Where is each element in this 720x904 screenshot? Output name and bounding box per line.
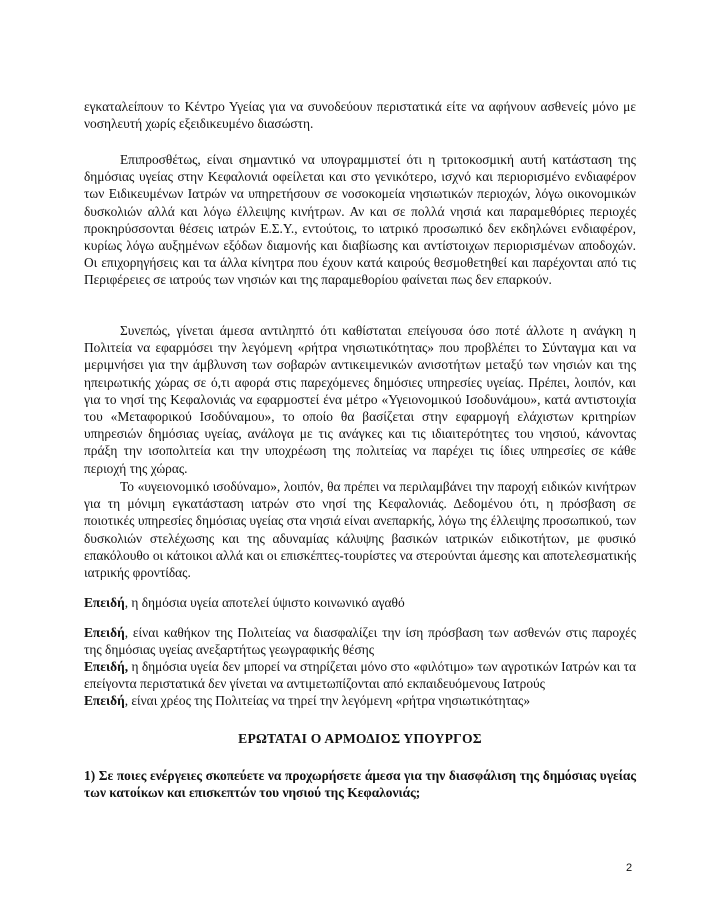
paragraph-1: Επιπροσθέτως, είναι σημαντικό να υπογραμμιστεί ότι η τριτοκοσμική αυτή κατάσταση της δημόσιας υγείας στην Κεφαλονιά οφείλεται και στο γενικότερο, ισχνό και περιορισμένο ενδιαφέρον των Ειδικευμένων Ιατρών να υπηρετήσουν σε νοσοκομεία νησιωτικών περιοχών, λόγω οικονομικών δυσκολιών αλλά και λόγω έλλειψης κινήτρων. Αν και σε πολλά νησιά και παραμεθόριες περιοχές προκηρύσσονται θέσεις ιατρών Ε.Σ.Υ., εντούτοις, το ιατρικό προσωπικό δεν εκδηλώνει ενδιαφέρον, κυρίως λόγω αυξημένων εξόδων διαμονής και διαβίωσης και αντίστοιχων περιορισμένων αποδοχών. Οι επιχορηγήσεις και τα άλλα κίνητρα που έχουν κατά καιρούς θεσμοθετηθεί και παρέχονται από τις Περιφέρειες σε ιατρούς των νησιών και της παραμεθορίου φαίνεται πως δεν επαρκούν. — [84, 152, 636, 288]
whereas-text: η δημόσια υγεία δεν μπορεί να στηρίζεται μόνο στο «φιλότιμο» των αγροτικών Ιατρών και τα επείγοντα περιστατικά δεν γίνεται να αντιμετωπίζονται από εκπαιδευόμενους Ιατρούς — [84, 659, 636, 692]
question-1: 1) Σε ποιες ενέργειες σκοπεύετε να προχωρήσετε άμεσα για την διασφάλιση της δημόσιας υγείας των κατοίκων και επισκεπτών του νησιού της Κεφαλονιάς; — [84, 768, 636, 801]
paragraph-continued: εγκαταλείπουν το Κέντρο Υγείας για να συνοδεύουν περιστατικά είτε να αφήνουν ασθενείς μόνο με νοσηλευτή χωρίς εξειδικευμένο διασώστη. — [84, 99, 636, 132]
whereas-4 — [84, 692, 636, 709]
whereas-keyword: Επειδή — [84, 625, 125, 640]
whereas-text: , η δημόσια υγεία αποτελεί ύψιστο κοινωνικό αγαθό — [124, 595, 405, 610]
whereas-text: , είναι καθήκον της Πολιτείας να διασφαλίζει την ίση πρόσβαση των ασθενών στις παροχές της δημόσιας υγείας ανεξαρτήτως γεωγραφικής θέσης — [84, 625, 636, 658]
page-number: 2 — [626, 862, 633, 874]
whereas-1 — [84, 594, 636, 611]
whereas-keyword: Επειδή — [84, 693, 125, 708]
whereas-text: , είναι χρέος της Πολιτείας να τηρεί την λεγόμενη «ρήτρα νησιωτικότητας» — [124, 693, 531, 708]
whereas-keyword: Επειδή, — [84, 659, 129, 674]
section-heading: ΕΡΩΤΑΤΑΙ Ο ΑΡΜΟΔΙΟΣ ΥΠΟΥΡΓΟΣ — [238, 731, 482, 746]
paragraph-3: Το «υγειονομικό ισοδύναμο», λοιπόν, θα πρέπει να περιλαμβάνει την παροχή ειδικών κινήτρων για τη μόνιμη εγκατάσταση ιατρών στο νησί της Κεφαλονιάς. Δεδομένου ότι, η πρόσβαση σε ποιοτικές υπηρεσίες δημόσιας υγείας στα νησιά είναι ανεπαρκής, λόγω της έλλειψης προσωπικού, των δυσκολιών στελέχωσης και της αδυναμίας κάλυψης βασικών ιατρικών ειδικοτήτων, με φυσικό επακόλουθο οι κάτοικοι αλλά και οι επισκέπτες-τουρίστες να στερούνται άμεσης και αποτελεσματικής ιατρικής φροντίδας. — [84, 479, 636, 581]
paragraph-2: Συνεπώς, γίνεται άμεσα αντιληπτό ότι καθίσταται επείγουσα όσο ποτέ άλλοτε η ανάγκη η Πολιτεία να εφαρμόσει την λεγόμενη «ρήτρα νησιωτικότητας» που προβλέπει το Σύνταγμα και να μεριμνήσει για την άμβλυνση των σοβαρών αντικειμενικών ανισοτήτων μεταξύ των νησιών και της ηπειρωτικής χώρας σε ό,τι αφορά στις παρεχόμενες δημόσιες υπηρεσίες υγείας. Πρέπει, λοιπόν, και για το νησί της Κεφαλονιάς να εφαρμοστεί ένα μέτρο «Υγειονομικού Ισοδυνάμου», κατά αντιστοιχία του «Μεταφορικού Ισοδύναμου», το οποίο θα βασίζεται στην εφαρμογή ελάχιστων κριτηρίων υπηρεσιών δημόσιας υγείας, ανάλογα με τις ανάγκες και τις ιδιαιτερότητες του νησιού, κάνοντας πράξη την ισοπολιτεία και την υποχρέωση της πολιτείας να παρέχει τις ίδιες υπηρεσίες σε κάθε περιοχή της χώρας. — [84, 323, 636, 476]
whereas-2 — [84, 624, 636, 658]
whereas-keyword: Επειδή — [84, 595, 125, 610]
whereas-3 — [84, 658, 636, 692]
